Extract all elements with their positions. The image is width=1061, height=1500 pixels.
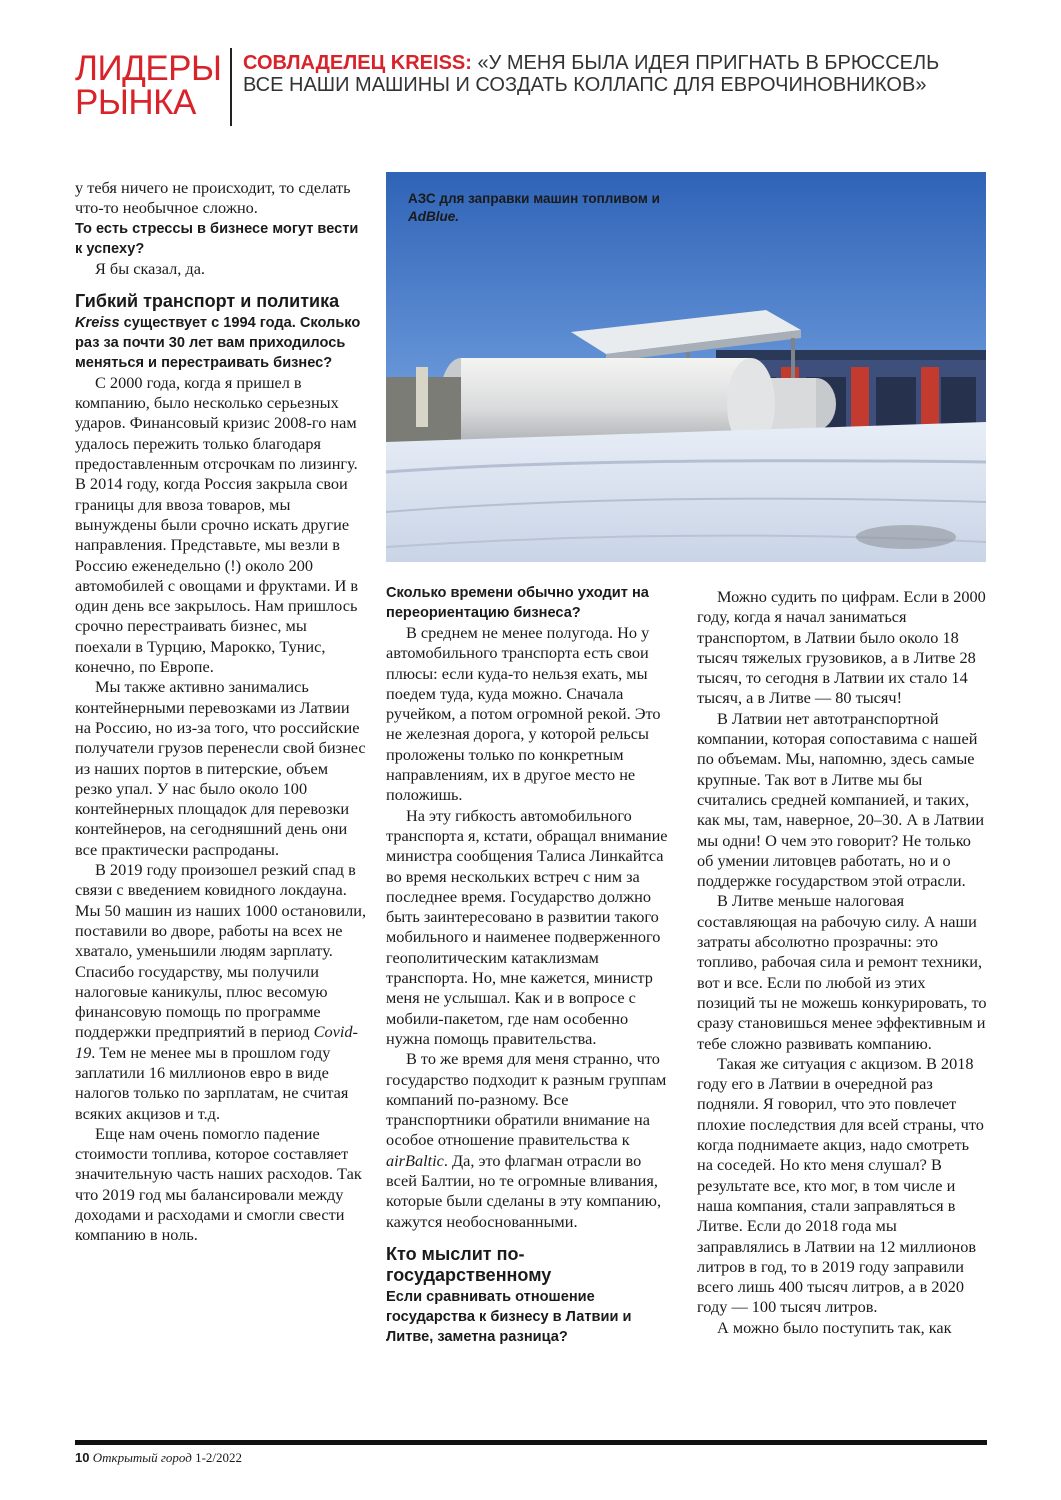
paragraph: С 2000 года, когда я пришел в компанию, было несколько серьезных ударов. Финансовый кризис 2008-го нам удалось пережить только благодаря предоставленным отсрочкам по лизингу. В 2014 году, когда Россия закрыла свои границы для ввоза товаров, мы вынуждены были срочно искать другие направления. Представьте, мы везли в Россию еженедельно (!) около 200 автомобилей с овощами и фруктами. И в один день все закрылось. Нам пришлось срочно перестраивать бизнес, мы поехали в Турцию, Марокко, Тунис, конечно, по Европе.	[75, 372, 359, 677]
paragraph: Еще нам очень помогло падение стоимости топлива, которое составляет значительную часть наших расходов. Так что 2019 год мы балансировали между доходами и расходами и смогли свести компанию в ноль.	[75, 1123, 362, 1245]
interview-question: Сколько времени обычно уходит на переориентацию бизнеса?	[386, 585, 649, 621]
paragraph: В среднем не менее полугода. Но у автомобильного транспорта есть свои плюсы: если куда-то нельзя ехать, мы поедем туда, куда можно. Сначала ручейком, а потом огромной рекой. Это не железная дорога, у которой рельсы проложены только по конкретным направлениям, их в другое место не положишь.	[386, 623, 661, 805]
photo-caption-text: АЗС для заправки машин топливом и	[408, 191, 660, 206]
article-headline	[243, 52, 963, 96]
interview-question: Если сравнивать отношение государства к бизнесу в Латвии и Литве, заметна разница?	[386, 1288, 632, 1345]
paragraph-text: В то же время для меня странно, что государство подходит к разным группам компаний по-разному. Все транспортники обратили внимание на особое отношение правительства к	[386, 1049, 667, 1150]
interview-question	[75, 313, 367, 373]
footer-rule	[75, 1440, 987, 1445]
article-column-2	[386, 583, 674, 1347]
subheading: Кто мыслит по-государственному	[386, 1243, 552, 1285]
section-label: ЛИДЕРЫ РЫНКА	[75, 49, 222, 122]
question-text: существует с 1994 года. Сколько раз за почти 30 лет вам приходилось меняться и перестраивать бизнес?	[75, 314, 361, 371]
paragraph: Такая же ситуация с акцизом. В 2018 году его в Латвии в очередной раз подняли. Я говорил, что это повлечет плохие последствия для всей страны, что когда поднимаете акциз, надо смотреть на соседей. Но кто меня слушал? В результате все, кто мог, в том числе и наша компания, стали заправляться в Литве. Если до 2018 года мы заправлялись в Латвии на 12 миллионов литров в год, то в 2019 году заправили всего лишь 400 тысяч литров, а в 2020 году — 100 тысяч литров.	[697, 1053, 984, 1317]
paragraph-text: В 2019 году произошел резкий спад в связи с введением ковидного локдауна. Мы 50 машин из наших 1000 остановили, поставили во дворе, работы на всех не хватало, уменьшили людям зарплату. Спасибо государству, мы получили налоговые каникулы, плюс весомую финансовую помощь по программе поддержки предприятий в период	[75, 860, 367, 1042]
company-name: Kreiss	[75, 314, 120, 331]
gas-station-illustration	[386, 172, 986, 562]
paragraph-emphasis: airBaltic	[386, 1150, 444, 1170]
headline-lead: СОВЛАДЕЛЕЦ KREISS:	[243, 52, 472, 74]
header-divider	[230, 48, 232, 126]
paragraph: Мы также активно занимались контейнерными перевозками из Латвии на Россию, но из-за того, что российские получатели грузов перенесли свой бизнес из наших портов в питерские, объем резко упал. У нас было около 100 контейнерных площадок для перевозки контейнеров, на сегодняшний день они все практически распроданы.	[75, 677, 366, 859]
page-footer	[75, 1450, 242, 1466]
paragraph: у тебя ничего не происходит, то сделать что-то необычное сложно.	[75, 178, 351, 218]
subheading: Гибкий транспорт и политика	[75, 290, 340, 311]
article-column-1	[75, 178, 367, 1246]
paragraph	[75, 860, 367, 1124]
photo-caption-adblue: AdBlue.	[408, 209, 460, 224]
paragraph: Я бы сказал, да.	[95, 258, 205, 278]
paragraph-emphasis: Covid-19	[75, 1022, 358, 1062]
interview-question: То есть стрессы в бизнесе могут вести к успеху?	[75, 220, 359, 257]
issue-number: 1-2/2022	[195, 1450, 243, 1465]
magazine-title: Открытый город	[92, 1450, 192, 1465]
article-photo	[386, 172, 986, 562]
photo-caption	[408, 190, 668, 226]
paragraph: На эту гибкость автомобильного транспорта я, кстати, обращал внимание министра сообщения Талиса Линкайтса во время нескольких встреч с ним за последнее время. Государство должно быть заинтересовано в развитии такого мобильного и наименее подверженного геополитическим катаклизмам транспорта. Но, мне кажется, министр меня не услышал. Как и в вопросе с мобили-пакетом, где нам особенно нужна помощь правительства.	[386, 805, 668, 1048]
paragraph: В Латвии нет автотранспортной компании, которая сопоставима с нашей по объемам. Мы, напомню, здесь самые крупные. Так вот в Литве мы бы считались средней компанией, и таких, как мы, там, наверное, 20–30. А в Латвии мы одни! О чем это говорит? Не только об умении литовцев работать, но и о поддержке государством этой отрасли.	[697, 708, 985, 891]
article-column-3	[697, 587, 987, 1338]
paragraph	[386, 1049, 674, 1232]
paragraph: А можно было поступить так, как	[717, 1317, 952, 1337]
paragraph: Можно судить по цифрам. Если в 2000 году, когда я начал заниматься транспортом, в Латвии было около 18 тысяч тяжелых грузовиков, а в Литве 28 тысяч, то сегодня в Латвии их стало 14 тысяч, а в Литве — 80 тысяч!	[697, 587, 986, 708]
page-number: 10	[75, 1450, 90, 1465]
headline-quote: «У МЕНЯ БЫЛА ИДЕЯ ПРИГНАТЬ В БРЮССЕЛЬ ВСЕ НАШИ МАШИНЫ И СОЗДАТЬ КОЛЛАПС ДЛЯ ЕВРОЧИНОВНИКОВ»	[243, 52, 940, 96]
paragraph: В Литве меньше налоговая составляющая на рабочую силу. А наши затраты абсолютно прозрачны: это топливо, рабочая сила и ремонт техники, вот и все. Если по любой из этих позиций ты не можешь конкурировать, то сразу становишься менее эффективным и тебе сложно развивать компанию.	[697, 891, 987, 1053]
paragraph-text: . Тем не менее мы в прошлом году заплатили 16 миллионов евро в виде налогов только по зарплатам, не считая всяких акцизов и т.д.	[75, 1042, 349, 1123]
paragraph-text: . Да, это флагман отрасли во всей Балтии, но те огромные вливания, которые были сделаны в эту компанию, кажутся необоснованными.	[386, 1150, 662, 1231]
